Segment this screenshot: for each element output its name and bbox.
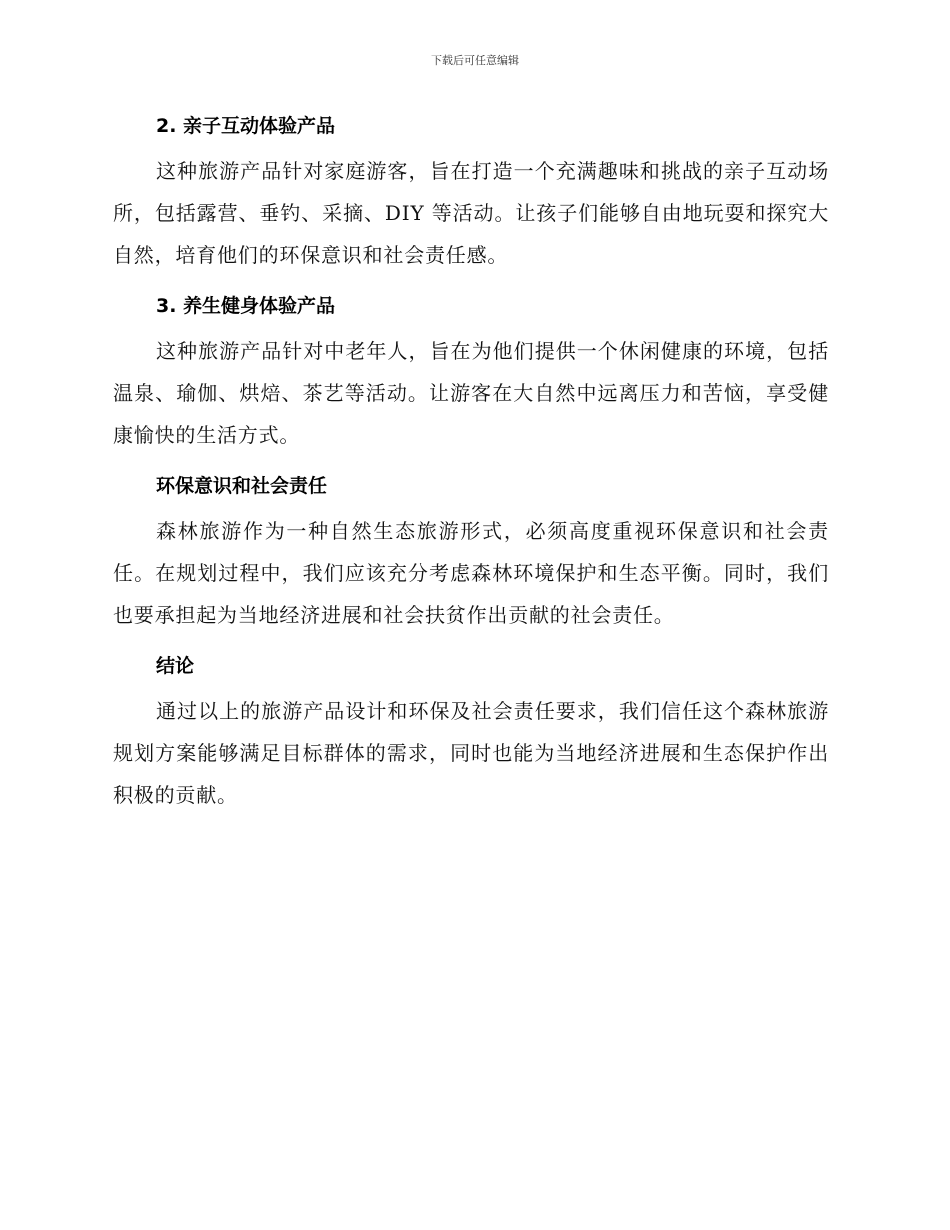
section-heading: 环保意识和社会责任 — [156, 475, 328, 497]
page-header: 下载后可任意编辑 — [431, 54, 519, 67]
section-heading: 2. 亲子互动体验产品 — [156, 115, 336, 137]
section-paragraph: 森林旅游作为一种自然生态旅游形式，必须高度重视环保意识和社会责任。在规划过程中，我们应该充分考虑森林环境保护和生态平衡。同时，我们也要承担起为当地经济进展和社会扶贫作出贡献的社会责任。 — [113, 519, 829, 627]
section-paragraph: 这种旅游产品针对家庭游客，旨在打造一个充满趣味和挑战的亲子互动场所，包括露营、垂钓、采摘、DIY 等活动。让孩子们能够自由地玩耍和探究大自然，培育他们的环保意识和社会责任感。 — [113, 159, 829, 267]
section-paragraph: 这种旅游产品针对中老年人，旨在为他们提供一个休闲健康的环境，包括温泉、瑜伽、烘焙、茶艺等活动。让游客在大自然中远离压力和苦恼，享受健康愉快的生活方式。 — [113, 339, 829, 447]
section-environmental-responsibility — [113, 468, 829, 636]
section-heading: 结论 — [156, 655, 195, 677]
section-heading: 3. 养生健身体验产品 — [156, 295, 336, 317]
document-body — [113, 108, 829, 816]
section-family-interaction — [113, 108, 829, 276]
section-health-fitness — [113, 288, 829, 456]
section-paragraph: 通过以上的旅游产品设计和环保及社会责任要求，我们信任这个森林旅游规划方案能够满足目标群体的需求，同时也能为当地经济进展和生态保护作出积极的贡献。 — [113, 699, 829, 807]
section-conclusion — [113, 648, 829, 816]
